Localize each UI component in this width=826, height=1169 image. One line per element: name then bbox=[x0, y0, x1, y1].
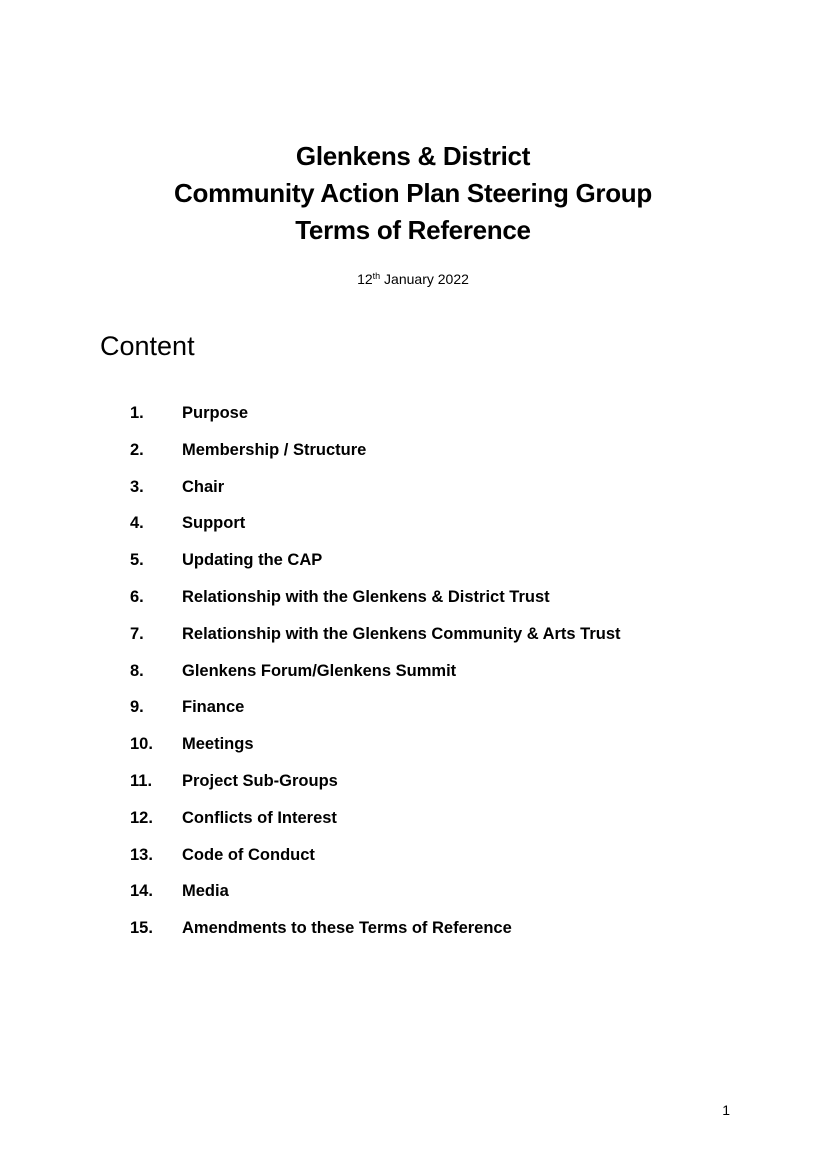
toc-number: 13. bbox=[130, 845, 153, 864]
title-line-document: Terms of Reference bbox=[295, 215, 531, 245]
toc-label: Finance bbox=[182, 698, 245, 717]
toc-number: 8. bbox=[130, 661, 144, 680]
toc-number: 9. bbox=[130, 698, 144, 717]
toc-number: 2. bbox=[130, 440, 144, 459]
date-month-year: January 2022 bbox=[380, 271, 469, 287]
toc-item-membership-structure bbox=[130, 439, 750, 476]
page-number: 1 bbox=[722, 1102, 730, 1118]
toc-item-purpose bbox=[130, 402, 750, 439]
toc-item-amendments bbox=[130, 917, 750, 954]
content-heading: Content bbox=[100, 331, 195, 361]
toc-label: Support bbox=[182, 514, 246, 533]
toc-number: 1. bbox=[130, 404, 144, 422]
toc-item-updating-cap bbox=[130, 549, 750, 586]
toc-label: Glenkens Forum/Glenkens Summit bbox=[182, 661, 457, 680]
toc-label: Chair bbox=[182, 477, 225, 496]
toc-number: 12. bbox=[130, 808, 153, 827]
title-line-group: Community Action Plan Steering Group bbox=[174, 178, 652, 208]
toc-item-support bbox=[130, 512, 750, 549]
toc-label: Purpose bbox=[182, 404, 249, 422]
toc-label: Conflicts of Interest bbox=[182, 808, 337, 827]
document-date bbox=[0, 270, 826, 288]
toc-number: 3. bbox=[130, 477, 144, 496]
toc-label: Project Sub-Groups bbox=[182, 771, 338, 790]
toc-number: 15. bbox=[130, 919, 153, 938]
toc-number: 14. bbox=[130, 882, 153, 901]
toc-number: 4. bbox=[130, 514, 144, 533]
toc-label: Amendments to these Terms of Reference bbox=[182, 919, 512, 938]
toc-label: Meetings bbox=[182, 735, 254, 754]
toc-item-media bbox=[130, 880, 750, 917]
toc-label: Code of Conduct bbox=[182, 845, 315, 864]
toc-label: Membership / Structure bbox=[182, 440, 367, 459]
toc-item-code-of-conduct bbox=[130, 844, 750, 881]
toc-number: 5. bbox=[130, 551, 144, 570]
table-of-contents bbox=[130, 402, 750, 954]
toc-item-conflicts-of-interest bbox=[130, 807, 750, 844]
toc-number: 11. bbox=[130, 771, 153, 790]
toc-number: 7. bbox=[130, 624, 144, 643]
toc-label: Updating the CAP bbox=[182, 551, 323, 570]
toc-number: 10. bbox=[130, 735, 153, 754]
toc-item-relationship-arts-trust bbox=[130, 623, 750, 660]
toc-label: Media bbox=[182, 882, 229, 901]
toc-label: Relationship with the Glenkens Community & Arts Trust bbox=[182, 624, 621, 643]
toc-item-relationship-district-trust bbox=[130, 586, 750, 623]
title-line-organisation: Glenkens & District bbox=[295, 141, 531, 171]
toc-item-chair bbox=[130, 476, 750, 513]
toc-label: Relationship with the Glenkens & District Trust bbox=[182, 587, 550, 606]
toc-item-forum-summit bbox=[130, 660, 750, 697]
toc-item-finance bbox=[130, 696, 750, 733]
toc-number: 6. bbox=[130, 587, 144, 606]
date-day: 12 bbox=[357, 271, 373, 287]
toc-item-meetings bbox=[130, 733, 750, 770]
date-day-suffix: th bbox=[372, 271, 381, 281]
toc-item-project-sub-groups bbox=[130, 770, 750, 807]
document-title bbox=[0, 138, 826, 249]
